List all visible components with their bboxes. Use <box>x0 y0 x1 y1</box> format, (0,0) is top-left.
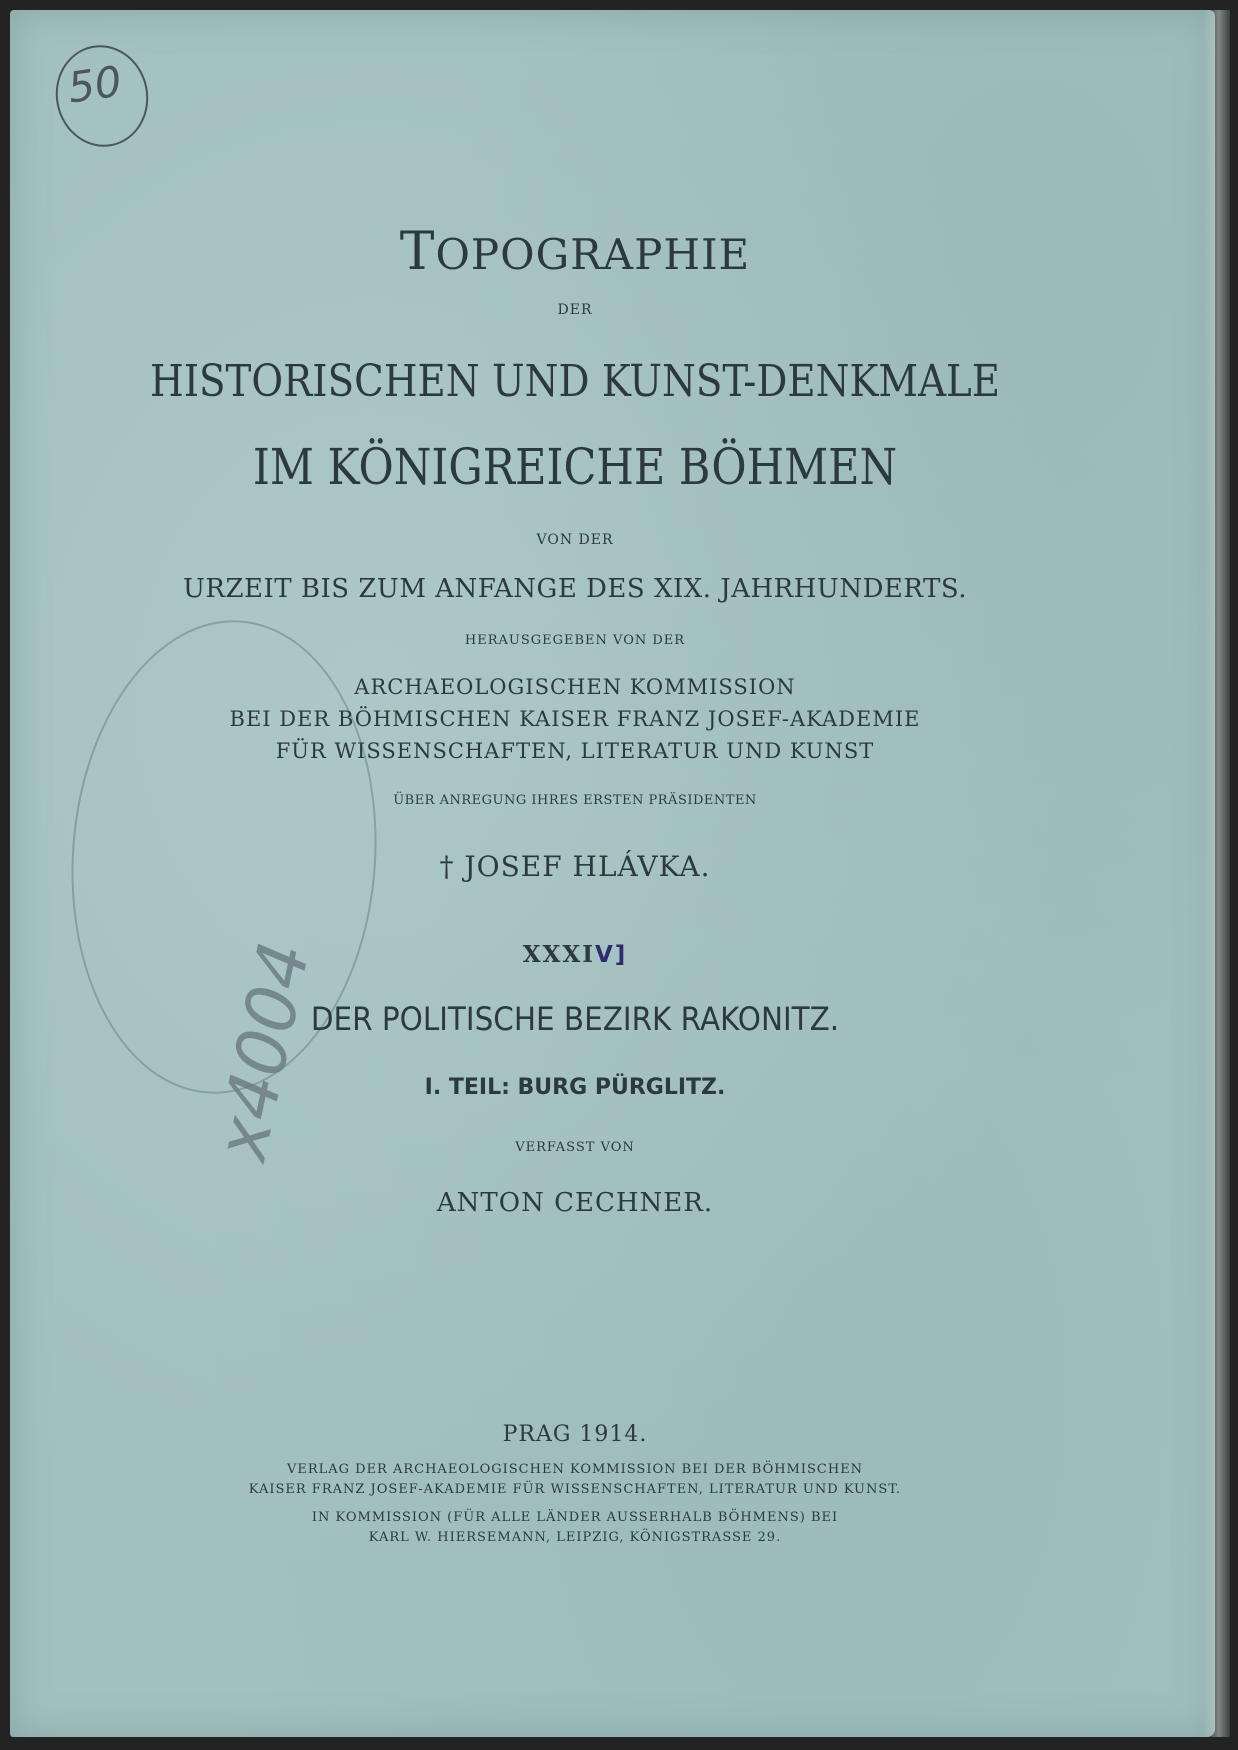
publisher-line-1: ARCHAEOLOGISCHEN KOMMISSION <box>354 675 796 699</box>
connector-von-der: VON DER <box>536 532 614 548</box>
connector-der: DER <box>557 302 593 318</box>
imprint-line-2: KAISER FRANZ JOSEF-AKADEMIE FÜR WISSENSCHAFTEN, LITERATUR UND KUNST. <box>248 1482 902 1497</box>
author-name: ANTON CECHNER. <box>436 1188 714 1218</box>
distribution-line-1: IN KOMMISSION (FÜR ALLE LÄNDER AUSSERHALB BÖHMENS) BEI <box>311 1510 839 1525</box>
distribution-line-2: KARL W. HIERSEMANN, LEIPZIG, KÖNIGSTRASSE 29. <box>368 1530 782 1545</box>
volume-printed: XXXI <box>522 941 595 968</box>
district-title: DER POLITISCHE BEZIRK RAKONITZ. <box>310 1000 840 1038</box>
period-line: URZEIT BIS ZUM ANFANGE DES XIX. JAHRHUNDERTS. <box>182 574 967 604</box>
publisher-line-2: BEI DER BÖHMISCHEN KAISER FRANZ JOSEF-AKADEMIE <box>229 707 921 731</box>
handwritten-number: 50 <box>64 56 125 113</box>
series-title-rest: OPOGRAPHIE <box>435 230 751 279</box>
herausgegeben-line: HERAUSGEGEBEN VON DER <box>464 633 686 648</box>
volume-number <box>0 941 1150 968</box>
publisher-line-3: FÜR WISSENSCHAFTEN, LITERATUR UND KUNST <box>275 739 875 763</box>
pencil-note: x4004 <box>200 935 326 1168</box>
place-and-year: PRAG 1914. <box>502 1422 648 1447</box>
part-title: I. TEIL: BURG PÜRGLITZ. <box>424 1075 726 1100</box>
series-title-initial: T <box>399 222 436 282</box>
heading-line-1: HISTORISCHEN UND KUNST-DENKMALE <box>149 356 1001 407</box>
founder-name: † JOSEF HLÁVKA. <box>439 850 711 883</box>
anregung-line: ÜBER ANREGUNG IHRES ERSTEN PRÄSIDENTEN <box>393 793 757 808</box>
verfasst-von-line: VERFASST VON <box>515 1140 635 1155</box>
volume-stamp: V] <box>594 942 628 968</box>
imprint-line-1: VERLAG DER ARCHAEOLOGISCHEN KOMMISSION BEI DER BÖHMISCHEN <box>286 1462 864 1477</box>
series-title <box>0 222 1150 282</box>
heading-line-2: IM KÖNIGREICHE BÖHMEN <box>252 438 898 496</box>
